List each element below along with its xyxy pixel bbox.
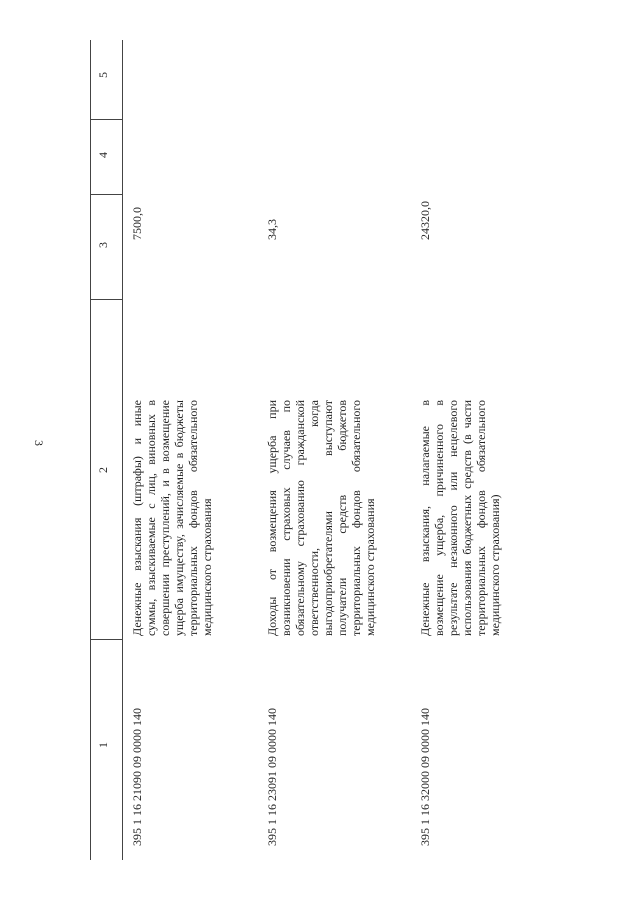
amount-value: 7500,0 [130, 207, 144, 240]
column-number-3: 3 [96, 242, 110, 248]
page-number: 3 [32, 440, 46, 446]
table-top-rule [90, 40, 91, 860]
column-divider [90, 119, 122, 120]
amount-value: 24320,0 [418, 201, 432, 240]
budget-code: 395 1 16 21090 09 0000 140 [130, 708, 144, 846]
revenue-name: Доходы от возмещения ущерба при возникновении страховых случаев по обязательному страхованию гражданской ответственности, когда выгодоприобретателями выступают получатели средств бюджетов территориальных фондов обязательного медицинского страхования [265, 400, 377, 636]
budget-revenue-table [90, 40, 622, 860]
column-divider [90, 639, 122, 640]
revenue-name: Денежные взыскания, налагаемые в возмещение ущерба, причиненного в результате незаконного или нецелевого использования бюджетных средств (в части территориальных фондов обязательного медицинского страхования) [418, 400, 502, 636]
budget-code: 395 1 16 32000 09 0000 140 [418, 708, 432, 846]
column-number-5: 5 [96, 72, 110, 78]
amount-value: 34,3 [265, 219, 279, 240]
column-divider [90, 194, 122, 195]
column-number-2: 2 [96, 467, 110, 473]
table-header-row [90, 40, 123, 860]
column-divider [90, 299, 122, 300]
column-number-1: 1 [96, 742, 110, 748]
revenue-name: Денежные взыскания (штрафы) и иные суммы, взыскиваемые с лиц, виновных в совершении преступлений, и в возмещение ущерба имуществу, зачисляемые в бюджеты территориальных фондов обязательного медицинского страхования [130, 400, 214, 636]
column-number-4: 4 [96, 152, 110, 158]
budget-code: 395 1 16 23091 09 0000 140 [265, 708, 279, 846]
